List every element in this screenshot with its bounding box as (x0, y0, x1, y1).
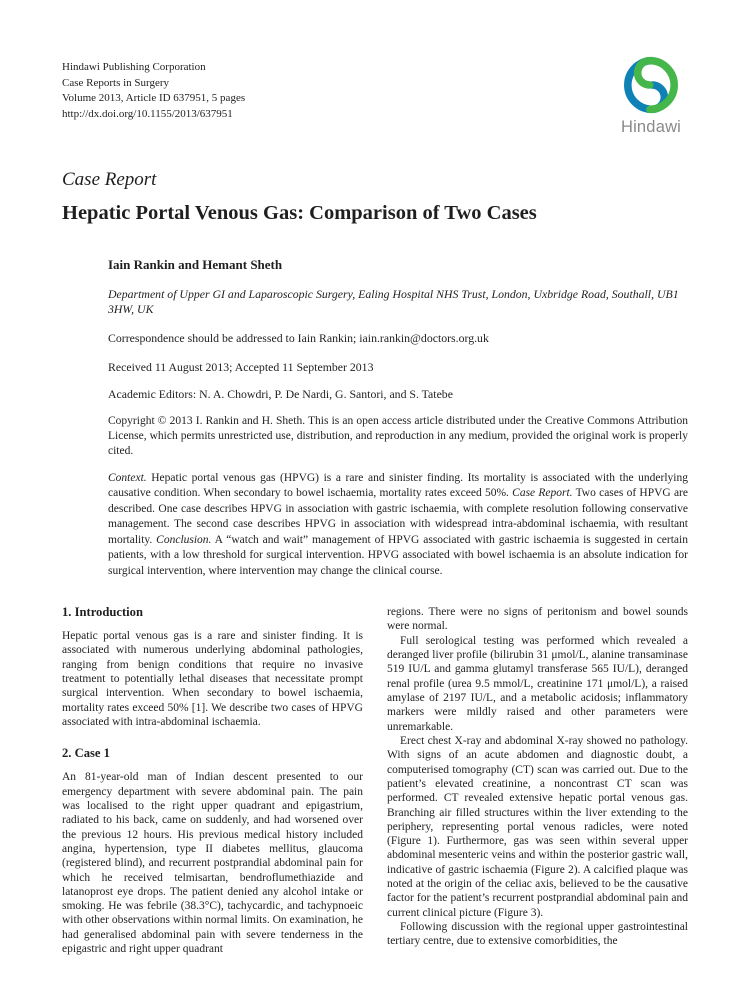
column-left (62, 605, 363, 956)
hindawi-logo-icon (622, 56, 680, 114)
copyright-notice: Copyright © 2013 I. Rankin and H. Sheth. This is an open access article distributed under the Creative Commons Attribution License, which permits unrestricted use, distribution, and reproduction in any medium, provided the original work is properly cited. (108, 415, 688, 458)
paragraph-case1: An 81-year-old man of Indian descent presented to our emergency department with severe abdominal pain. The pain was localised to the right upper quadrant and epigastrium, radiated to his back, came on suddenly, and had worsened over the previous 12 hours. His previous medical history included angina, hypertension, type II diabetes mellitus, glaucoma (registered blind), and recurrent postprandial abdominal pain for which he received telmisartan, bendroflumethiazide and latanoprost eye drops. The patient denied any alcohol intake or smoking. He was febrile (38.3°C), tachycardic, and tachypnoeic with other observations within normal limits. On examination, he had generalised abdominal pain with severe tenderness in the epigastric and right upper quadrant (62, 771, 363, 956)
abstract-conclusion-label: Conclusion. (156, 533, 212, 546)
abstract-case-report-text: Two cases of HPVG are described. One case describes HPVG in association with gastric ischaemia, with complete resolution following conservative management. The second case describes HPVG in association with widespread intra-abdominal ischaemia, with resultant mortality. (108, 487, 688, 546)
masthead (62, 60, 688, 137)
volume-line: Volume 2013, Article ID 637951, 5 pages (62, 92, 246, 105)
abstract-conclusion-text: A “watch and wait” management of HPVG associated with gastric ischaemia is suggested in certain patients, with a low threshold for surgical intervention. HPVG associated with bowel ischaemia is an absolute indication for surgical intervention, where intervention may change the clinical course. (108, 533, 688, 577)
title-block (62, 169, 688, 225)
correspondence-email-link[interactable]: iain.rankin@doctors.org.uk (359, 331, 489, 345)
article-type-label: Case Report (62, 169, 157, 190)
abstract-case-report-label: Case Report. (512, 487, 573, 500)
paragraph-introduction: Hepatic portal venous gas is a rare and sinister finding. It is associated with numerous underlying abdominal pathologies, ranging from benign conditions that require no invasive treatment to potentially lethal diseases that necessitate prompt surgical intervention. When secondary to bowel ischaemia, mortality rates exceed 50% [1]. We describe two cases of HPVG associated with intra-abdominal ischaemia. (62, 630, 363, 728)
affiliation-line: Department of Upper GI and Laparoscopic Surgery, Ealing Hospital NHS Trust, London, Uxbridge Road, Southall, UB1 3HW, UK (108, 287, 679, 316)
publisher-line: Hindawi Publishing Corporation (62, 61, 206, 73)
paragraph-followup: Following discussion with the regional upper gastrointestinal tertiary centre, due to extensive comorbidities, the (387, 921, 688, 948)
column-right (387, 605, 688, 956)
section-heading-case1: 2. Case 1 (62, 746, 110, 761)
article-body (62, 605, 688, 956)
authors-line: Iain Rankin and Hemant Sheth (108, 257, 283, 272)
hindawi-wordmark: Hindawi (620, 118, 682, 136)
abstract-context-text: Hepatic portal venous gas (HPVG) is a rare and sinister finding. Its mortality is associated with the underlying causative condition. When secondary to bowel ischaemia, mortality rates exceed 50%. (108, 471, 688, 500)
academic-editors-line: Academic Editors: N. A. Chowdri, P. De Nardi, G. Santori, and S. Tatebe (108, 387, 453, 401)
journal-line: Case Reports in Surgery (62, 76, 170, 89)
paragraph-serology: Full serological testing was performed which revealed a deranged liver profile (bilirubin 31 μmol/L, alanine transaminase 519 IU/L and gamma glutamyl transferase 565 IU/L), deranged renal profile (urea 9.5 mmol/L, creatinine 171 μmol/L), a raised amylase of 2197 IU/L, and a metabolic acidosis; inflammatory markers were mildly raised and other parameters were unremarkable. (387, 634, 688, 733)
paragraph-case1-continuation: regions. There were no signs of peritonism and bowel sounds were normal. (387, 606, 688, 633)
hindawi-logo (608, 56, 694, 137)
received-accepted-line: Received 11 August 2013; Accepted 11 September 2013 (108, 360, 374, 374)
correspondence-text: Correspondence should be addressed to Iain Rankin; (108, 331, 360, 345)
doi-link[interactable]: http://dx.doi.org/10.1155/2013/637951 (62, 107, 233, 120)
correspondence-line (108, 331, 688, 346)
article-title: Hepatic Portal Venous Gas: Comparison of Two Cases (62, 202, 537, 224)
publication-info (62, 60, 245, 122)
abstract-context-label: Context. (108, 471, 147, 484)
abstract-text (108, 471, 688, 580)
paragraph-imaging: Erect chest X-ray and abdominal X-ray showed no pathology. With signs of an acute abdomen and diagnostic doubt, a computerised tomography (CT) scan was carried out. Due to the patient’s elevated creatinine, a noncontrast CT scan was performed. CT revealed extensive hepatic portal venous gas. Branching air filled structures within the liver extending to the periphery, representing portal venous radicles, were noted (Figure 1). Furthermore, gas was seen within several upper abdominal mesenteric veins and within the posterior gastric wall, indicative of gastric ischaemia (Figure 2). A calcified plaque was noted at the origin of the celiac axis, believed to be the causative factor for the patient’s recurrent postprandial abdominal pain and current clinical picture (Figure 3). (387, 734, 688, 919)
front-matter (108, 257, 688, 579)
section-heading-introduction: 1. Introduction (62, 605, 143, 620)
